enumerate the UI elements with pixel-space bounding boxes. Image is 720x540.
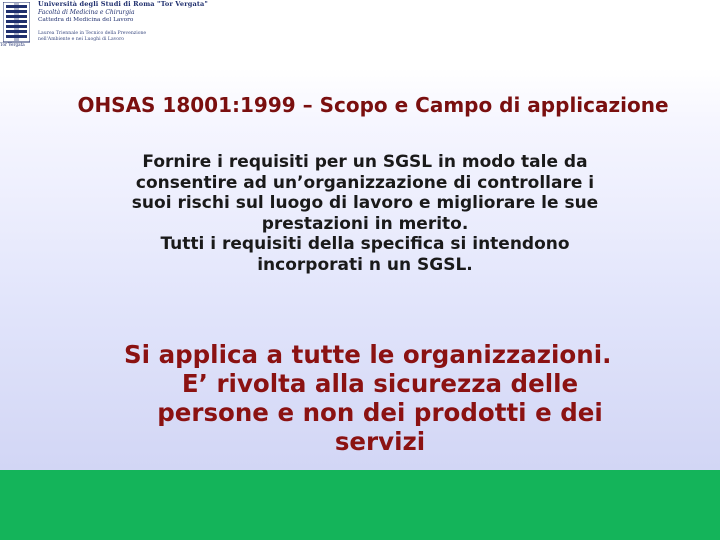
chair-name: Cattedra di Medicina del Lavoro bbox=[38, 17, 134, 23]
university-header bbox=[0, 0, 208, 48]
university-name: Università degli Studi di Roma "Tor Vergata" bbox=[38, 0, 208, 8]
scope-line: consentire ad un’organizzazione di controllare i bbox=[135, 172, 595, 193]
footer-band bbox=[0, 470, 720, 540]
university-seal-icon bbox=[3, 2, 30, 46]
scope-line: Tutti i requisiti della specifica si intendono bbox=[160, 234, 570, 255]
degree-line-2: nell'Ambiente e nei Luoghi di Lavoro bbox=[38, 37, 125, 42]
scope-line: incorporati n un SGSL. bbox=[257, 254, 473, 275]
application-statement bbox=[120, 340, 620, 456]
application-line: Si applica a tutte le organizzazioni. bbox=[124, 340, 612, 369]
faculty-name: Facoltà di Medicina e Chirurgia bbox=[38, 9, 135, 16]
scope-line: suoi rischi sul luogo di lavoro e migliorare le sue bbox=[131, 193, 599, 214]
application-line: E’ rivolta alla sicurezza delle bbox=[181, 369, 579, 398]
scope-line: prestazioni in merito. bbox=[261, 213, 469, 234]
slide-title: OHSAS 18001:1999 – Scopo e Campo di applicazione bbox=[77, 93, 669, 117]
scope-line: Fornire i requisiti per un SGSL in modo tale da bbox=[142, 152, 588, 172]
degree-line-1: Laurea Triennale in Tecnico della Prevenzione bbox=[38, 31, 147, 36]
logo-caption: Tor Vergata bbox=[0, 42, 25, 47]
application-line: persone e non dei prodotti e dei bbox=[157, 398, 603, 427]
application-line: servizi bbox=[334, 427, 426, 456]
scope-paragraph bbox=[100, 152, 630, 276]
